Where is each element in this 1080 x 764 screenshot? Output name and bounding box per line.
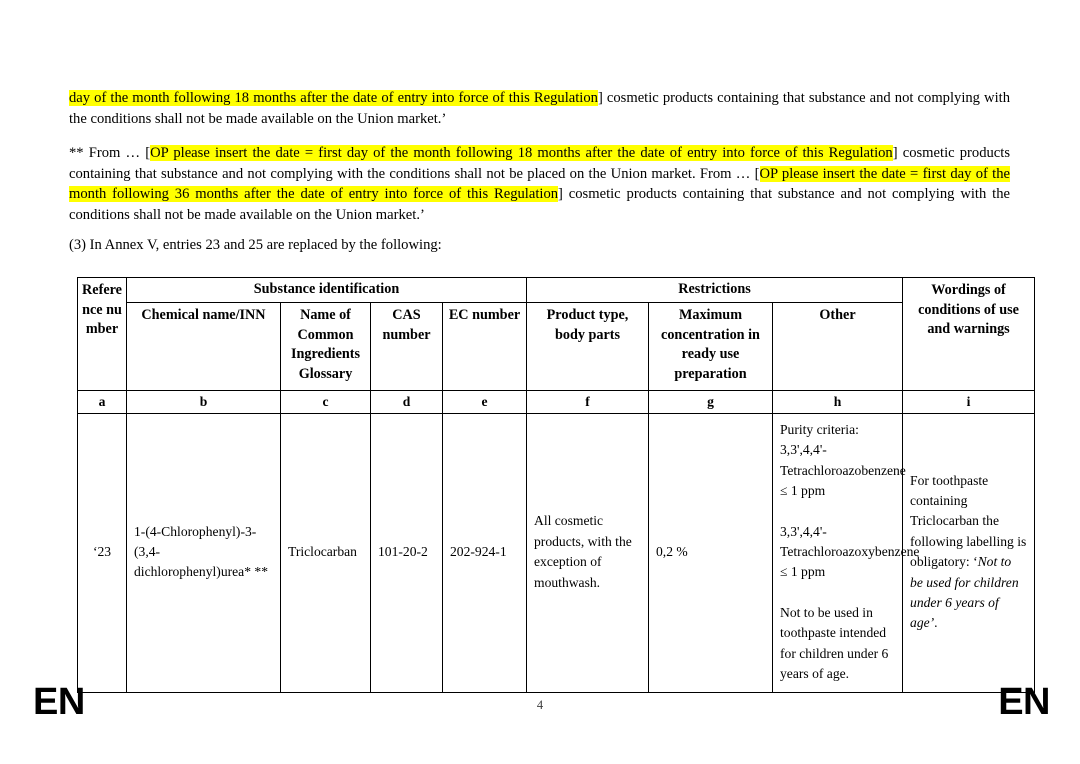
paragraph-continuation <box>69 88 1010 129</box>
paragraph-double-asterisk <box>69 143 1010 225</box>
letter-f: f <box>527 391 649 414</box>
header-cas-number: CAS number <box>371 303 443 391</box>
letter-b: b <box>127 391 281 414</box>
letter-d: d <box>371 391 443 414</box>
cell-ec-number: 202-924-1 <box>443 414 527 693</box>
header-max-concentration: Maximum concentration in ready use preparation <box>649 303 773 391</box>
annex-intro-line: (3) In Annex V, entries 23 and 25 are replaced by the following: <box>69 237 442 253</box>
header-product-type: Product type, body parts <box>527 303 649 391</box>
table-letter-row <box>78 391 1035 414</box>
cell-wordings <box>903 414 1035 693</box>
paragraph-1-rest: ] cosmetic products containing that substance and not complying with the conditions shall not be made available on the Union market.’ <box>69 90 1010 127</box>
other-spacer-1 <box>780 502 895 522</box>
header-reference-number: Reference number <box>78 278 127 391</box>
paragraph-2-seg3: ] cosmetic products containing that substance and not complying with the conditions shall not be made available on the Union market.’ <box>69 186 1010 223</box>
header-substance-identification: Substance identification <box>127 278 527 303</box>
footer-page-number: 4 <box>536 698 544 712</box>
wordings-tail: . <box>934 615 938 631</box>
other-spacer-2 <box>780 583 895 603</box>
cell-product-type: All cosmetic products, with the exception of mouthwash. <box>527 414 649 693</box>
paragraph-2-seg2: ] cosmetic products containing that substance and not complying with the conditions shall not be placed on the Union market. From … [ <box>69 145 1010 182</box>
letter-c: c <box>281 391 371 414</box>
footer-language-left: EN <box>33 681 85 723</box>
cell-common-name: Triclocarban <box>281 414 371 693</box>
letter-a: a <box>78 391 127 414</box>
header-other: Other <box>773 303 903 391</box>
cell-chemical-name: 1-(4-Chlorophenyl)-3-(3,4-dichlorophenyl)urea* ** <box>127 414 281 693</box>
header-wordings-conditions: Wordings of conditions of use and warnings <box>903 278 1035 391</box>
highlight-text-1: day of the month following 18 months after the date of entry into force of this Regulation <box>69 90 598 106</box>
header-common-ingredients-glossary: Name of Common Ingredients Glossary <box>281 303 371 391</box>
header-chemical-name: Chemical name/INN <box>127 303 281 391</box>
cell-max-concentration: 0,2 % <box>649 414 773 693</box>
letter-g: g <box>649 391 773 414</box>
annex-v-table <box>77 277 1035 693</box>
other-line-4: Not to be used in toothpaste intended for children under 6 years of age. <box>780 604 889 682</box>
footer-language-right: EN <box>998 681 1050 723</box>
cell-other <box>773 414 920 693</box>
table-row <box>78 414 1035 693</box>
other-line-1: Purity criteria: <box>780 422 859 437</box>
paragraph-2-seg1: ** From … [ <box>69 145 151 161</box>
highlight-text-2: OP please insert the date = first day of the month following 18 months after the date of entry into force of this Regulation <box>150 145 893 161</box>
cell-cas-number: 101-20-2 <box>371 414 443 693</box>
header-ec-number: EC number <box>443 303 527 391</box>
table-header-column-row <box>78 303 1035 391</box>
other-line-3: 3,3',4,4'-Tetrachloroazoxybenzene ≤ 1 ppm <box>780 523 920 580</box>
letter-h: h <box>773 391 903 414</box>
table-header-group-row <box>78 278 1035 303</box>
wordings-italic: Not to be used for children under 6 years of age’ <box>910 554 1019 631</box>
header-restrictions: Restrictions <box>527 278 903 303</box>
cell-reference-number: ‘23 <box>78 414 127 693</box>
wordings-plain: For toothpaste containing Triclocarban the following labelling is obligatory: ‘ <box>910 472 1027 570</box>
letter-i: i <box>903 391 1035 414</box>
highlight-text-3: OP please insert the date = first day of the month following 36 months after the date of entry into force of this Regulation <box>69 165 1010 202</box>
body-paragraphs <box>69 88 1010 239</box>
letter-e: e <box>443 391 527 414</box>
other-line-2: 3,3',4,4'-Tetrachloroazobenzene ≤ 1 ppm <box>780 442 906 499</box>
